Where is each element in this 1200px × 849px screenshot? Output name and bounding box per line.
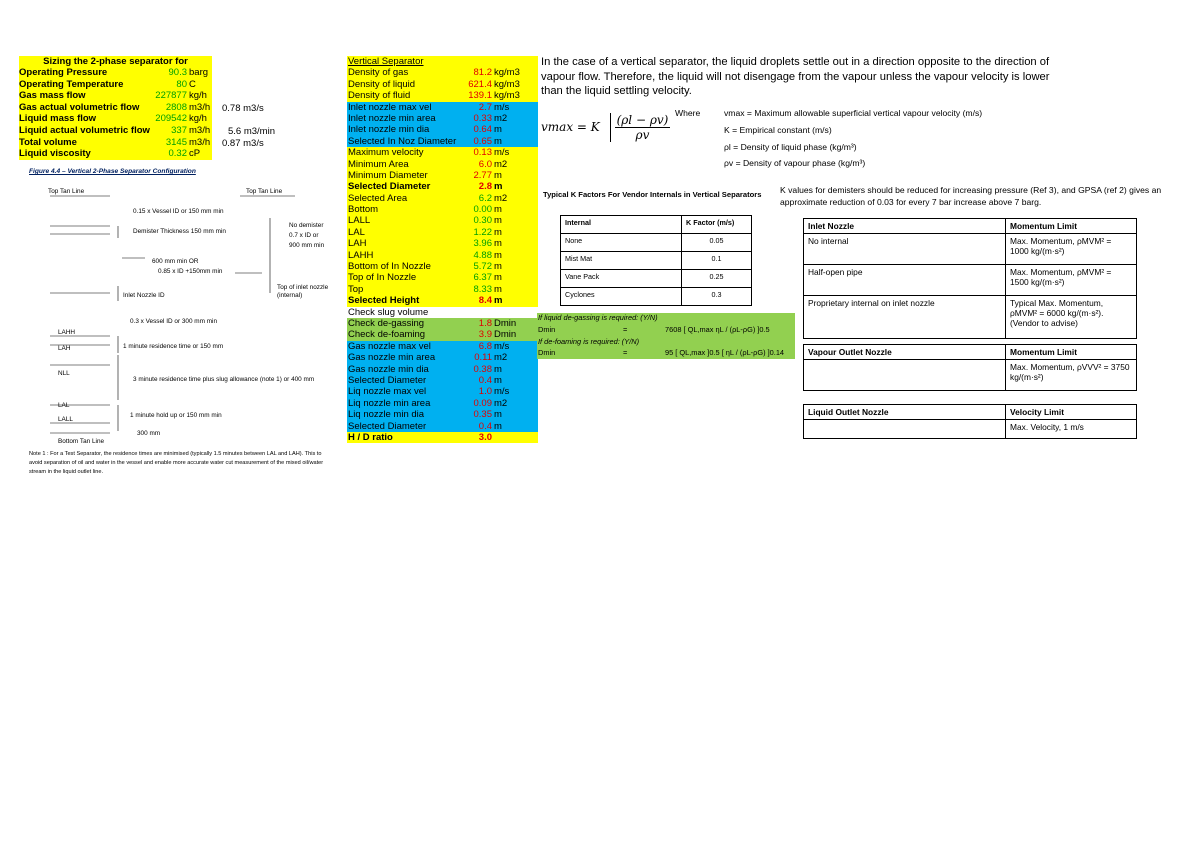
sizing-value: 2808 [165, 101, 187, 113]
degas-line-1: If liquid de-gassing is required: (Y/N) [538, 313, 658, 322]
liquid-velocity-header: Velocity Limit [1006, 405, 1137, 420]
vsep-unit: m [494, 181, 503, 193]
kfactor-table [560, 215, 752, 306]
sizing-unit: barg [189, 67, 209, 78]
vsep-unit: kg/m3 [494, 67, 520, 79]
vsep-value: 6.8 [478, 340, 492, 352]
sizing-value: 209542 [155, 113, 187, 125]
no-demister-label-3: 900 mm min [289, 242, 325, 249]
inlet-header: Inlet Nozzle [804, 219, 1006, 234]
liquid-header: Liquid Outlet Nozzle [804, 405, 1006, 420]
vsep-row [347, 170, 538, 181]
liq-vol-m3min: 5.6 m3/min [228, 126, 275, 137]
vsep-row [347, 215, 538, 226]
vsep-label: Liq nozzle max vel [348, 386, 427, 398]
vsep-value: 0.13 [473, 147, 492, 159]
vsep-label: Density of fluid [348, 90, 411, 102]
vsep-label: Inlet nozzle min area [348, 112, 436, 124]
sizing-unit: cP [189, 148, 201, 160]
vapour-outlet-table [803, 344, 1137, 391]
defoam-line: If de-foaming is required: (Y/N) [538, 337, 640, 346]
figure-lines [0, 168, 340, 488]
vsep-label: Inlet nozzle min dia [348, 124, 430, 136]
liquid-value: Max. Velocity, 1 m/s [1006, 420, 1137, 439]
vsep-value: 0.4 [478, 374, 492, 386]
vsep-label: Selected Diameter [348, 420, 427, 432]
vsep-label: Bottom of In Nozzle [348, 261, 431, 273]
sizing-title: Sizing the 2-phase separator for [43, 56, 188, 67]
mm600-label: 600 mm min OR [152, 258, 199, 265]
sizing-label: Gas mass flow [19, 90, 86, 102]
inlet-momentum-header: Momentum Limit [1006, 219, 1137, 234]
vsep-row [347, 341, 538, 352]
vsep-unit: m2 [494, 192, 508, 204]
vsep-unit: m [494, 272, 502, 284]
vsep-label: Top [348, 283, 364, 295]
vmax-formula [541, 113, 670, 142]
vsep-label: Minimum Area [348, 158, 409, 170]
mm300-label: 300 mm [137, 430, 161, 437]
sizing-block [19, 56, 212, 160]
vsep-value: 2.8 [478, 181, 492, 193]
vsep-value: 2.7 [478, 101, 492, 113]
kfactor-header-internal: Internal [561, 216, 682, 234]
def-k: K = Empirical constant (m/s) [724, 125, 832, 135]
vertical-separator-table [347, 56, 538, 443]
bottom-tan-label: Bottom Tan Line [58, 438, 105, 445]
sizing-row [19, 137, 212, 149]
sizing-row [19, 79, 212, 91]
defoam-eq: = [623, 348, 628, 357]
kfactor-value: 0.1 [682, 252, 752, 270]
inlet-row-1-label: No internal [804, 234, 1006, 265]
vsep-label: Vertical Separator [348, 56, 424, 67]
vsep-unit: m2 [494, 352, 508, 364]
sizing-unit: m3/h [189, 136, 211, 148]
vsep-value: 0.38 [473, 363, 492, 375]
kfactor-header-k: K Factor (m/s) [682, 216, 752, 234]
sizing-row [19, 67, 212, 79]
vsep-row [347, 204, 538, 215]
sizing-row [19, 102, 212, 114]
where-label: Where [675, 108, 701, 118]
vsep-row [347, 272, 538, 283]
sizing-value: 337 [171, 124, 187, 136]
vsep-value: 0.09 [473, 397, 492, 409]
def-rhol: ρl = Density of liquid phase (kg/m³) [724, 142, 857, 152]
vsep-label: LAH [348, 238, 367, 250]
vsep-label: Selected Diameter [348, 374, 427, 386]
def-vmax: vmax = Maximum allowable superficial vertical vapour velocity (m/s) [724, 108, 983, 118]
sizing-label: Operating Temperature [19, 78, 124, 90]
vsep-unit: m [494, 169, 502, 181]
vsep-row [347, 386, 538, 397]
liquid-outlet-table [803, 404, 1137, 439]
inlet-row-2-value: Max. Momentum, ρMVM² = 1500 kg/(m·s²) [1006, 265, 1137, 296]
vsep-unit: m2 [494, 158, 508, 170]
vsep-unit: m [494, 420, 502, 432]
vsep-value: 621.4 [468, 78, 492, 90]
vsep-row [347, 147, 538, 158]
vsep-unit: m [494, 363, 502, 375]
vsep-value: 81.2 [473, 67, 492, 79]
vsep-unit: Dmin [494, 317, 517, 329]
res1-label: 1 minute residence time or 150 mm [123, 343, 224, 350]
vsep-label: LAHH [348, 249, 374, 261]
sizing-value: 0.32 [168, 148, 187, 160]
lall-label: LALL [58, 416, 73, 423]
vsep-value: 0.33 [473, 112, 492, 124]
sizing-unit: kg/h [189, 113, 207, 125]
vsep-unit: m [494, 135, 502, 147]
vsep-value: 1.8 [478, 317, 492, 329]
top-inlet-label-2: (internal) [277, 292, 303, 299]
vsep-value: 8.4 [478, 295, 492, 307]
lal-label: LAL [58, 402, 70, 409]
id85-label: 0.85 x ID +150mm min [158, 268, 223, 275]
vsep-value: 3.9 [478, 329, 492, 341]
vsep-label: LALL [348, 215, 371, 227]
kfactor-value: 0.25 [682, 270, 752, 288]
vsep-value: 1.0 [478, 386, 492, 398]
k-values-note: K values for demisters should be reduced for increasing pressure (Ref 3), and GPSA (ref 2) gives an approximate reduction of 0.03 for every 7 bar increase above 7 barg. [780, 185, 1162, 207]
sizing-label: Gas actual volumetric flow [19, 101, 140, 113]
kfactor-title: Typical K Factors For Vendor Internals in Vertical Separators [543, 190, 762, 199]
kfactor-internal: Mist Mat [561, 252, 682, 270]
nll-label: NLL [58, 370, 70, 377]
vsep-value: 0.00 [473, 204, 492, 216]
top-tan-right: Top Tan Line [246, 188, 283, 195]
sizing-row [19, 113, 212, 125]
res3-label: 3 minute residence time plus slug allowance (note 1) or 400 mm [133, 376, 315, 383]
vsep-unit: m [494, 283, 502, 295]
inlet-row-3-value: Typical Max. Momentum, ρMVM² = 6000 kg/(m·s²). (Vendor to advise) [1006, 296, 1137, 339]
lahh-label: LAHH [58, 329, 76, 336]
def-rhov: ρv = Density of vapour phase (kg/m³) [724, 158, 866, 168]
vsep-unit: Dmin [494, 329, 517, 341]
vessel-id-300-label: 0.3 x Vessel ID or 300 mm min [130, 318, 218, 325]
vsep-label: Check de-gassing [348, 317, 425, 329]
vsep-row [347, 318, 538, 329]
formula-lhs: vmax = K [541, 120, 600, 134]
vsep-value: 2.77 [473, 169, 492, 181]
vapour-momentum-header: Momentum Limit [1006, 345, 1137, 360]
vsep-row [347, 79, 538, 90]
degas-formula: 7608 [ QL,max ηL / (ρL-ρG) ]0.5 [665, 325, 770, 334]
vsep-unit: m [494, 295, 503, 307]
vsep-row [347, 307, 538, 318]
vsep-label: Gas nozzle max vel [348, 340, 431, 352]
vsep-row [347, 67, 538, 78]
vsep-row [347, 238, 538, 249]
top-tan-left: Top Tan Line [48, 188, 85, 195]
demister-label: Demister Thickness 150 mm min [133, 228, 226, 235]
vsep-value: 1.22 [473, 226, 492, 238]
vsep-label: Liq nozzle min area [348, 397, 431, 409]
vsep-unit: m2 [494, 397, 508, 409]
vsep-unit: m [494, 249, 502, 261]
vsep-label: Gas nozzle min area [348, 352, 436, 364]
figure-title: Figure 4.4 – Vertical 2-Phase Separator Configuration [29, 168, 196, 175]
vsep-value: 6.0 [478, 158, 492, 170]
vsep-row [347, 193, 538, 204]
inlet-id-label: Inlet Nozzle ID [123, 292, 165, 299]
sizing-label: Total volume [19, 136, 77, 148]
vsep-value: 3.0 [478, 431, 492, 443]
degas-dmin: Dmin [538, 325, 556, 334]
vsep-label: H / D ratio [348, 431, 393, 443]
kfactor-row [561, 234, 752, 252]
degassing-block [537, 313, 795, 359]
vsep-label: Inlet nozzle max vel [348, 101, 432, 113]
sizing-unit: m3/h [189, 101, 211, 113]
vsep-row [347, 113, 538, 124]
vsep-row [347, 159, 538, 170]
vsep-row [347, 102, 538, 113]
vsep-unit: m [494, 374, 502, 386]
vsep-value: 3.96 [473, 238, 492, 250]
vsep-value: 0.65 [473, 135, 492, 147]
vsep-value: 0.35 [473, 409, 492, 421]
inlet-row-3-label: Proprietary internal on inlet nozzle [804, 296, 1006, 339]
formula-den: ρv [635, 128, 650, 142]
kfactor-row [561, 270, 752, 288]
vsep-label: Selected In Noz Diameter [348, 135, 457, 147]
vsep-row [347, 56, 538, 67]
vsep-value: 6.37 [473, 272, 492, 284]
sizing-row [19, 90, 212, 102]
sizing-label: Liquid viscosity [19, 148, 91, 160]
vsep-label: Gas nozzle min dia [348, 363, 429, 375]
vsep-label: Density of liquid [348, 78, 416, 90]
vsep-value: 0.30 [473, 215, 492, 227]
sizing-row [19, 148, 212, 160]
vsep-unit: m/s [494, 147, 510, 159]
inlet-nozzle-table [803, 218, 1137, 339]
kfactor-internal: Cyclones [561, 288, 682, 306]
no-demister-label-2: 0.7 x ID or [289, 232, 319, 239]
sizing-label: Liquid actual volumetric flow [19, 124, 150, 136]
vsep-value: 139.1 [468, 90, 492, 102]
sizing-value: 90.3 [168, 67, 187, 78]
sizing-value: 3145 [165, 136, 187, 148]
vsep-row [347, 329, 538, 340]
vsep-row [347, 295, 538, 306]
vsep-row [347, 250, 538, 261]
total-vol-m3s: 0.87 m3/s [222, 138, 264, 149]
vsep-row [347, 432, 538, 443]
formula-num: (ρl − ρv) [616, 113, 669, 127]
vsep-unit: kg/m3 [494, 90, 520, 102]
vsep-row [347, 90, 538, 101]
vsep-value: 6.2 [478, 192, 492, 204]
vsep-unit: m/s [494, 340, 510, 352]
vsep-label: Selected Diameter [348, 181, 431, 193]
vsep-label: Density of gas [348, 67, 409, 79]
vsep-label: Top of In Nozzle [348, 272, 417, 284]
vsep-unit: m [494, 238, 502, 250]
lah-label: LAH [58, 345, 71, 352]
vessel-id-label: 0.15 x Vessel ID or 150 mm min [133, 208, 224, 215]
vsep-unit: m2 [494, 112, 508, 124]
vsep-row [347, 421, 538, 432]
vsep-label: Liq nozzle min dia [348, 409, 425, 421]
sizing-value: 227877 [155, 90, 187, 102]
hold-label: 1 minute hold up or 150 mm min [130, 412, 222, 419]
kfactor-row [561, 252, 752, 270]
vsep-label: Bottom [348, 204, 379, 216]
vsep-unit: m [494, 204, 502, 216]
sizing-value: 80 [176, 78, 187, 90]
vsep-row [347, 136, 538, 147]
vsep-unit: m [494, 409, 502, 421]
sizing-unit: C [189, 78, 196, 90]
vsep-unit: m [494, 261, 502, 273]
figure-note: Note 1 : For a Test Separator, the residence times are minimised (typically 1.5 minutes between LAL and LAH). This to avoid separation of oil and water in the vessel and enable more accurate water cut measurement of the mixed oil/water stream in the liquid outlet line. [29, 451, 324, 475]
vsep-row [347, 398, 538, 409]
vsep-value: 0.11 [474, 352, 492, 364]
vsep-value: 5.72 [473, 261, 492, 273]
vsep-value: 0.4 [478, 420, 492, 432]
vsep-label: Maximum velocity [348, 147, 424, 159]
vsep-unit: m [494, 226, 502, 238]
intro-paragraph: In the case of a vertical separator, the liquid droplets settle out in a direction opposite to the direction of vapour flow. Therefore, the liquid will not disengage from the vapour unless the vapour velocity is lower than the liquid settling velocity. [541, 56, 1050, 98]
sizing-label: Liquid mass flow [19, 113, 97, 125]
kfactor-row [561, 288, 752, 306]
vsep-row [347, 284, 538, 295]
sizing-unit: m3/h [189, 124, 211, 136]
vsep-unit: kg/m3 [494, 78, 520, 90]
inlet-row-1-value: Max. Momentum, ρMVM² = 1000 kg/(m·s²) [1006, 234, 1137, 265]
vsep-row [347, 227, 538, 238]
vapour-value: Max. Momentum, ρVVV² = 3750 kg/(m·s²) [1006, 360, 1137, 391]
no-demister-label: No demister [289, 222, 324, 229]
defoam-dmin: Dmin [538, 348, 556, 357]
vsep-row [347, 409, 538, 420]
vsep-label: Selected Height [348, 295, 420, 307]
separator-figure [0, 168, 340, 488]
vsep-label: Check de-foaming [348, 329, 426, 341]
top-inlet-label: Top of inlet nozzle [277, 284, 329, 291]
inlet-row-2-label: Half-open pipe [804, 265, 1006, 296]
sizing-label: Operating Pressure [19, 67, 108, 78]
defoam-formula: 95 [ QL,max ]0.5 [ ηL / (ρL-ρG) ]0.14 [665, 348, 785, 357]
sizing-unit: kg/h [189, 90, 207, 102]
vsep-unit: m/s [494, 101, 510, 113]
vsep-unit: m [494, 215, 502, 227]
vsep-label: Minimum Diameter [348, 169, 428, 181]
sizing-row [19, 125, 212, 137]
vsep-row [347, 124, 538, 135]
vsep-row [347, 352, 538, 363]
vsep-unit: m [494, 124, 502, 136]
vsep-row [347, 261, 538, 272]
vsep-row [347, 181, 538, 192]
vsep-label: Selected Area [348, 192, 408, 204]
kfactor-value: 0.3 [682, 288, 752, 306]
vsep-row [347, 375, 538, 386]
vsep-value: 0.64 [473, 124, 492, 136]
gas-vol-m3s: 0.78 m3/s [222, 103, 264, 114]
vsep-label: Check slug volume [348, 306, 429, 318]
vsep-label: LAL [348, 226, 365, 238]
kfactor-value: 0.05 [682, 234, 752, 252]
vsep-row [347, 364, 538, 375]
degas-eq: = [623, 325, 628, 334]
vapour-header: Vapour Outlet Nozzle [804, 345, 1006, 360]
kfactor-internal: None [561, 234, 682, 252]
vsep-value: 8.33 [473, 283, 492, 295]
vsep-unit: m/s [494, 386, 510, 398]
vsep-value: 4.88 [473, 249, 492, 261]
kfactor-internal: Vane Pack [561, 270, 682, 288]
